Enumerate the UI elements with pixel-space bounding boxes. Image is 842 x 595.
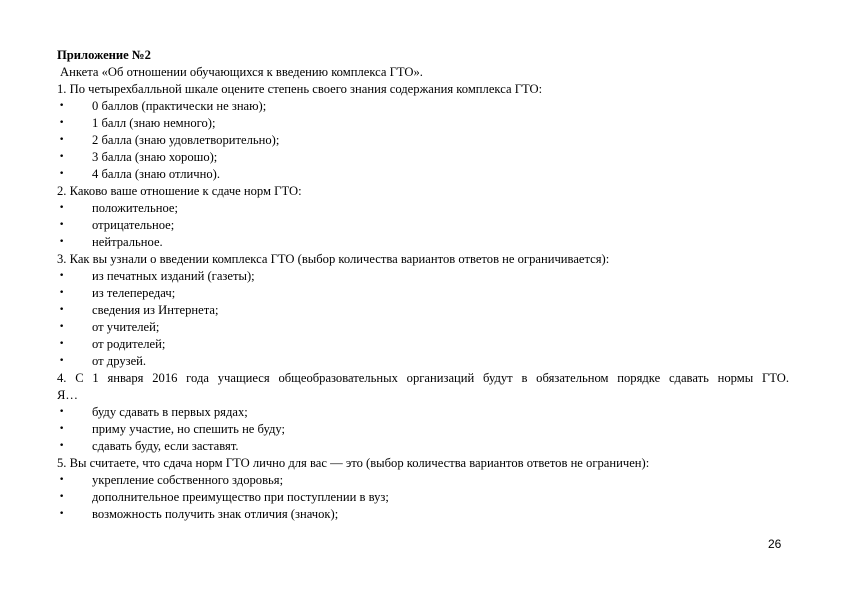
question-3: 3. Как вы узнали о введении комплекса ГТО (выбор количества вариантов ответов не ограничивается): xyxy=(57,252,610,266)
list-item xyxy=(57,268,789,285)
bullet-icon: • xyxy=(59,339,65,349)
bullet-icon: • xyxy=(59,169,65,179)
list-item xyxy=(57,166,789,183)
option-text: из телепередач; xyxy=(92,286,176,300)
bullet-icon: • xyxy=(59,101,65,111)
list-item xyxy=(57,438,789,455)
list-item xyxy=(57,132,789,149)
list-item xyxy=(57,234,789,251)
question-4: 4. С 1 января 2016 года учащиеся общеобразовательных организаций будут в обязательном порядке сдавать нормы ГТО. xyxy=(57,371,789,385)
option-text: 0 баллов (практически не знаю); xyxy=(92,99,267,113)
list-item xyxy=(57,115,789,132)
bullet-icon: • xyxy=(59,203,65,213)
bullet-icon: • xyxy=(59,424,65,434)
bullet-icon: • xyxy=(59,509,65,519)
option-text: положительное; xyxy=(92,201,178,215)
option-text: из печатных изданий (газеты); xyxy=(92,269,255,283)
list-item xyxy=(57,404,789,421)
option-text: 2 балла (знаю удовлетворительно); xyxy=(92,133,280,147)
list-item xyxy=(57,506,789,523)
bullet-icon: • xyxy=(59,305,65,315)
question-2: 2. Каково ваше отношение к сдаче норм ГТО: xyxy=(57,184,302,198)
bullet-icon: • xyxy=(59,220,65,230)
list-item xyxy=(57,472,789,489)
option-text: буду сдавать в первых рядах; xyxy=(92,405,248,419)
option-text: отрицательное; xyxy=(92,218,175,232)
list-item xyxy=(57,149,789,166)
list-item xyxy=(57,98,789,115)
bullet-icon: • xyxy=(59,492,65,502)
list-item xyxy=(57,336,789,353)
list-item xyxy=(57,302,789,319)
option-text: от родителей; xyxy=(92,337,166,351)
bullet-icon: • xyxy=(59,288,65,298)
question-1: 1. По четырехбалльной шкале оцените степень своего знания содержания комплекса ГТО: xyxy=(57,82,543,96)
list-item xyxy=(57,200,789,217)
bullet-icon: • xyxy=(59,441,65,451)
bullet-icon: • xyxy=(59,135,65,145)
bullet-icon: • xyxy=(59,237,65,247)
option-text: 1 балл (знаю немного); xyxy=(92,116,216,130)
bullet-icon: • xyxy=(59,322,65,332)
option-text: от учителей; xyxy=(92,320,160,334)
survey-title: Анкета «Об отношении обучающихся к введению комплекса ГТО». xyxy=(60,65,423,79)
bullet-icon: • xyxy=(59,407,65,417)
list-item xyxy=(57,353,789,370)
list-item xyxy=(57,489,789,506)
option-text: от друзей. xyxy=(92,354,147,368)
list-item xyxy=(57,285,789,302)
list-item xyxy=(57,217,789,234)
question-5: 5. Вы считаете, что сдача норм ГТО лично для вас — это (выбор количества вариантов ответов не ограничен): xyxy=(57,456,650,470)
question-4-continued: Я… xyxy=(57,388,78,402)
option-text: нейтральное. xyxy=(92,235,163,249)
bullet-icon: • xyxy=(59,475,65,485)
bullet-icon: • xyxy=(59,152,65,162)
option-text: приму участие, но спешить не буду; xyxy=(92,422,286,436)
appendix-title: Приложение №2 xyxy=(57,48,151,62)
list-item xyxy=(57,421,789,438)
bullet-icon: • xyxy=(59,118,65,128)
option-text: 4 балла (знаю отлично). xyxy=(92,167,220,181)
option-text: дополнительное преимущество при поступлении в вуз; xyxy=(92,490,389,504)
option-text: сдавать буду, если заставят. xyxy=(92,439,239,453)
page-number: 26 xyxy=(768,537,782,551)
option-text: укрепление собственного здоровья; xyxy=(92,473,284,487)
option-text: сведения из Интернета; xyxy=(92,303,219,317)
bullet-icon: • xyxy=(59,356,65,366)
option-text: 3 балла (знаю хорошо); xyxy=(92,150,218,164)
option-text: возможность получить знак отличия (значок); xyxy=(92,507,339,521)
list-item xyxy=(57,319,789,336)
bullet-icon: • xyxy=(59,271,65,281)
